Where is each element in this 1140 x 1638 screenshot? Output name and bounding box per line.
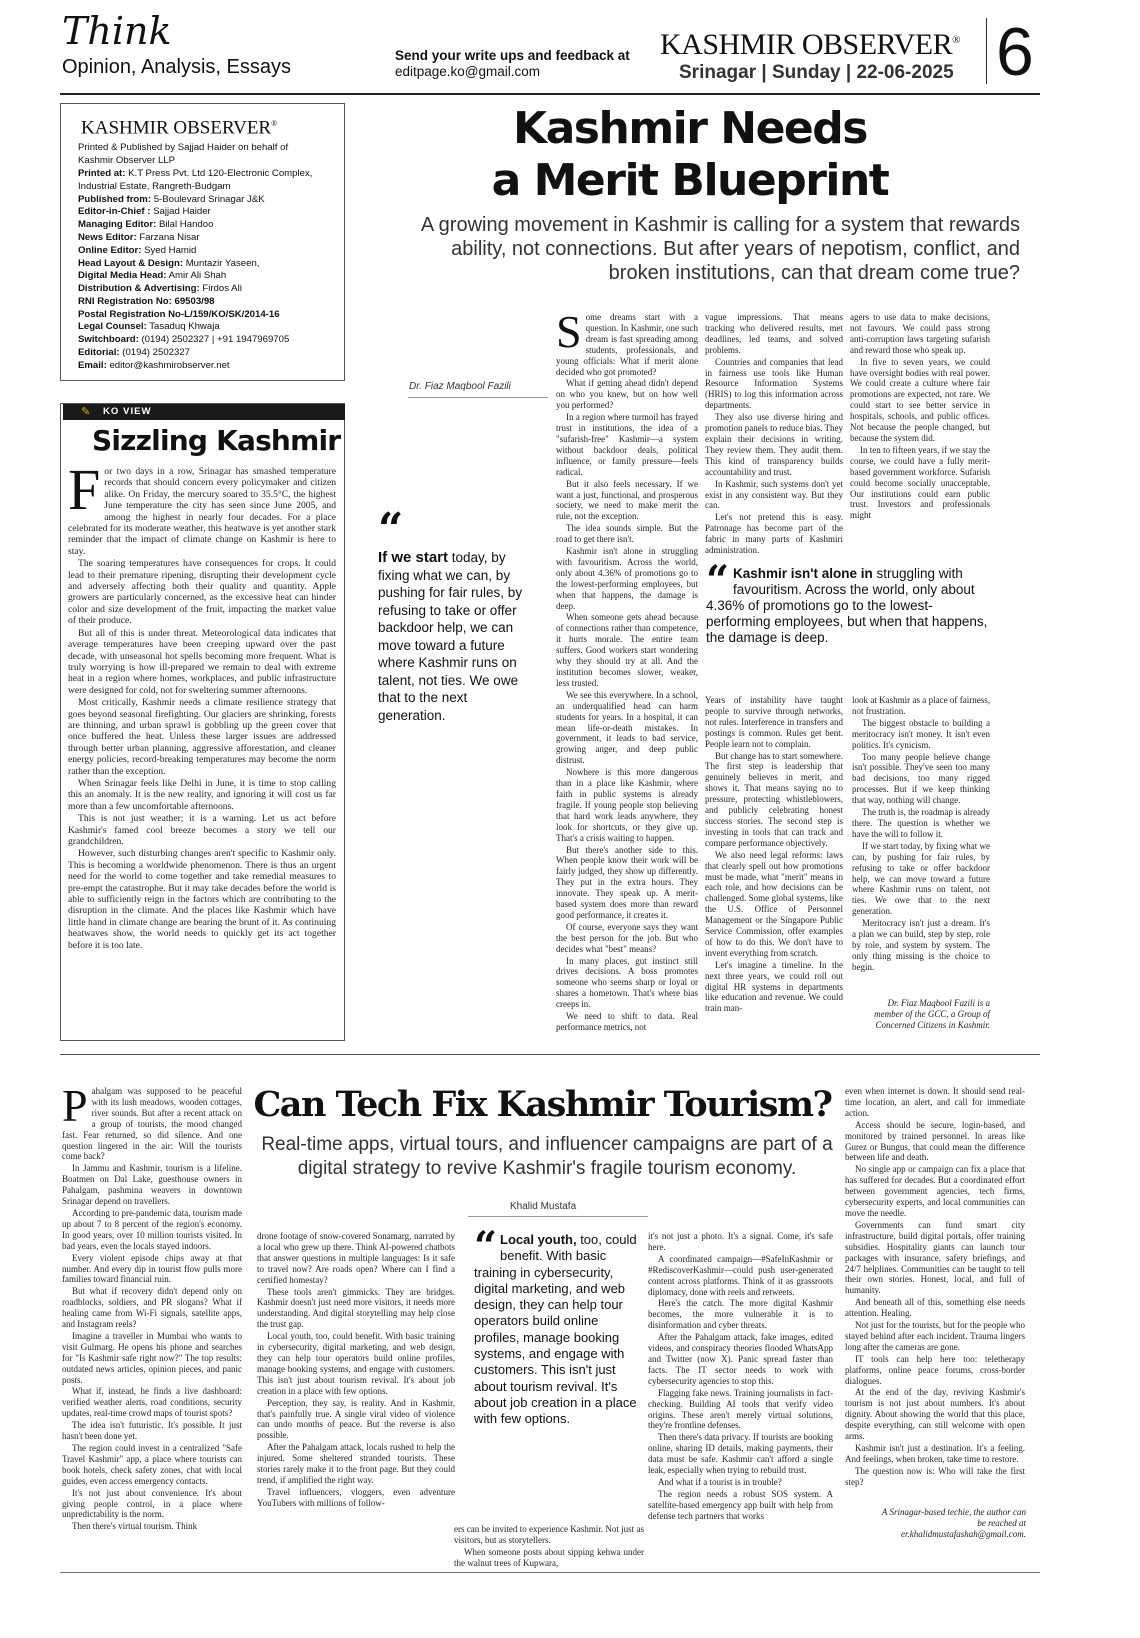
merit-paragraph: We need to shift to data. Real performance metrics, not: [556, 1011, 698, 1032]
imprint-editorial: [78, 347, 344, 360]
merit-pullquote-2-text: [706, 557, 996, 646]
tourism-paragraph: These tools aren't gimmicks. They are bridges. Kashmir doesn't just need more visitors, it needs more understanding. And digital storytelling may help close the trust gap.: [257, 1286, 455, 1330]
imprint-brand: [81, 112, 344, 140]
tourism-pullquote-rest: too, could benefit. With basic training in cybersecurity, digital marketing, and web design, they can help tour operators build online profiles, manage booking systems, and engage with customers. This isn't just about tourism revival. It's about job creation in a place with few options.: [474, 1232, 637, 1427]
imprint-box: [60, 103, 345, 381]
imprint-label: Editor-in-Chief :: [78, 206, 151, 218]
imprint-printed-at: [78, 168, 344, 181]
page-number: 6: [996, 14, 1034, 90]
merit-paragraph: Let's imagine a timeline. In the next three years, we could roll out digital HR systems in departments like education and revenue. We could train man-: [705, 959, 843, 1014]
merit-paragraph: But there's another side to this. When people know their work will be fairly judged, they show up differently. They put in the extra hours. They innovate. They speak up. A merit-based system does more than reward good performance, it creates it.: [556, 844, 698, 920]
merit-paragraph: Kashmir isn't alone in struggling with favouritism. Across the world, only about 4.36% of promotions go to the lowest-performing employees, but when that happens, the damage is deep.: [556, 546, 698, 611]
merit-paragraph: What if getting ahead didn't depend on who you knew, but on how well you performed?: [556, 378, 698, 411]
merit-paragraph: In Kashmir, such systems don't yet exist in any consistent way. But they can.: [705, 478, 843, 511]
merit-standfirst: A growing movement in Kashmir is calling for a system that rewards ability, not connections. But after years of nepotism, conflict, and broken institutions, can that dream come true?: [420, 214, 1020, 284]
tourism-paragraph: Flagging fake news. Training journalists in fact-checking. Building AI tools that verify video origins. These aren't merely virtual solutions, they're frontline defenses.: [648, 1387, 833, 1431]
imprint-label: Switchboard:: [78, 334, 139, 346]
feedback-email[interactable]: editpage.ko@gmail.com: [395, 64, 541, 79]
tourism-standfirst: Real-time apps, virtual tours, and influencer campaigns are part of a digital strategy to revive Kashmir's fragile tourism economy.: [261, 1134, 833, 1179]
imprint-me: [78, 219, 344, 232]
imprint-label: Email:: [78, 359, 107, 371]
tourism-paragraph: ahalgam was supposed to be peaceful with its lush meadows, wooden cottages, river sounds. But after a recent attack on a group of tourists, the mood changed fast. Fear returned, so did silence. And one question lingered in the air: Will the tourists come back?: [62, 1086, 242, 1162]
merit-paragraph: In ten to fifteen years, if we stay the course, we could have a fully merit-based government workforce. Sufarish could become socially unacceptable. Our institutions could earn public trust. Investors and professionals might: [850, 444, 990, 521]
merit-column-3: [850, 312, 990, 562]
masthead-brand-text: KASHMIR OBSERVER: [660, 28, 953, 61]
tourism-paragraph: Every violent episode chips away at that number. And every dip in tourist flow pulls more families toward financial ruin.: [62, 1252, 242, 1285]
merit-pullquote-1-lead: If we start: [378, 549, 449, 566]
merit-paragraph: Nowhere is this more dangerous than in a place like Kashmir, where faith in public systems is already fragile. If young people stop believing that hard work leads anywhere, they look for shortcuts, or they give up. That's a crisis waiting to happen.: [556, 767, 698, 843]
tourism-column-1: [62, 1080, 242, 1556]
merit-paragraph: But it also feels necessary. If we want a just, functional, and prosperous society, we need to make merit the rule, not the exception.: [556, 478, 698, 522]
tourism-paragraph: Kashmir isn't just a destination. It's a feeling. And feelings, when broken, take time to restore.: [845, 1443, 1025, 1464]
tourism-paragraph: Travel influencers, vloggers, even adventure YouTubers with millions of follow-: [257, 1486, 455, 1508]
tourism-paragraph: And beneath all of this, something else needs attention. Healing.: [845, 1297, 1025, 1319]
merit-paragraph: Meritocracy isn't just a dream. It's a plan we can build, step by step, role by role, and system by system. The only thing missing is the choice to begin.: [852, 918, 990, 972]
merit-paragraph: If we start today, by fixing what we can, by pushing for fair rules, by refusing to take or offer backdoor help, we can move toward a future where Kashmir runs on talent, not ties. We owe that to the next generation.: [852, 840, 990, 917]
merit-paragraph: We see this everywhere. In a school, an underqualified head can harm students for years. In a hospital, it can mean life-or-death mistakes. In government, it leads to bad service, growing anger, and deep public distrust.: [556, 689, 698, 766]
ko-view-paragraph: Most critically, Kashmir needs a climate resilience strategy that goes beyond seasonal firefighting. Our glaciers are shrinking, forests are thinning, and urban sprawl is gobbling up the green cover that once buffered the heat. Unless these larger issues are addressed through better urban planning, aggressive afforestation, and cleaner energy policies, record-breaking temperatures may become the norm rather than the exception.: [68, 697, 336, 777]
imprint-label: Legal Counsel:: [78, 321, 147, 333]
merit-paragraph: Let's not pretend this is easy. Patronage has become part of the fabric in many parts of Kashmiri administration.: [705, 512, 843, 556]
merit-paragraph: In many places, gut instinct still drives decisions. A boss promotes someone who seems sharp or loyal or shares a hometown. That's where bias creeps in.: [556, 955, 698, 1010]
section-divider: [60, 1054, 1040, 1055]
merit-column-1: [556, 306, 698, 1042]
merit-byline: Dr. Fiaz Maqbool Fazili: [409, 381, 511, 392]
tourism-paragraph: Governments can fund smart city infrastructure, build digital portals, offer training subsidies. Hospitality giants can launch tour packages with insurance, safety briefings, and 24/7 helplines. Communities can be taught to tell their own stories. Honest, local, and full of humanity.: [845, 1219, 1025, 1296]
imprint-value: 5-Boulevard Srinagar J&K: [153, 193, 265, 205]
merit-dropcap: S: [556, 306, 582, 357]
merit-pullquote-2-lead: Kashmir isn't alone in: [733, 566, 873, 581]
merit-pullquote-2: [706, 557, 996, 646]
tourism-paragraph: In Jammu and Kashmir, tourism is a lifeline. Boatmen on Dal Lake, guesthouse owners in Pahalgam, pashmina weavers in downtown Srinagar depend on travellers.: [62, 1163, 242, 1207]
tourism-paragraph: even when internet is down. It should send real-time location, an alert, and call for immediate action.: [845, 1086, 1025, 1118]
quote-icon: “: [378, 504, 404, 555]
imprint-label: Published from:: [78, 193, 152, 205]
imprint-registered-mark: ®: [271, 119, 278, 128]
tourism-paragraph: IT tools can help here too: teletherapy platforms, online peace forums, cross-border dialogues.: [845, 1353, 1025, 1386]
ko-view-tag-label: KO VIEW: [103, 406, 152, 417]
merit-paragraph: Countries and companies that lead in fairness use tools like Human Resource Information Systems (HRIS) to log this information across departments.: [705, 356, 843, 411]
merit-pullquote-1-rest: today, by fixing what we can, by pushing for fair rules, by refusing to take or offer backdoor help, we can move toward a future where Kashmir runs on talent, not ties. We owe that to the next generation.: [378, 550, 523, 723]
tourism-column-4: [845, 1086, 1025, 1496]
merit-paragraph: In five to seven years, we could have oversight bodies with real power. We could create a culture where fair promotions are expected, not rare. We could start to see better service in hospitals, schools, and public offices. Not because the people changed, but because the system did.: [850, 356, 990, 443]
tourism-paragraph: Then there's data privacy. If tourists are booking online, sharing ID details, making payments, their data must be safe. Kashmir can't afford a single leak, especially when trying to rebuild trust.: [648, 1432, 833, 1476]
tourism-paragraph: Local youth, too, could benefit. With basic training in cybersecurity, digital marketing, and web design, they can help tour operators build online profiles, manage booking systems, and engage with customers. This isn't just about tourism revival. It's about job creation in a place with few options.: [257, 1331, 455, 1396]
imprint-label: RNI Registration No:: [78, 295, 172, 307]
tourism-pullquote: [474, 1223, 644, 1428]
imprint-label: Managing Editor:: [78, 219, 157, 231]
merit-paragraph: Years of instability have taught people to survive through networks, not rules. Interference in transfers and postings is common. Rules get bent. People learn not to complain.: [705, 695, 843, 749]
merit-paragraph: They also use diverse hiring and promotion panels to reduce bias. They explain their decisions in writing. They review them. They audit them. This kind of transparency builds accountability and trust.: [705, 412, 843, 477]
merit-column-2: [705, 312, 843, 562]
imprint-label: Editorial:: [78, 347, 120, 359]
tourism-paragraph: Access should be secure, login-based, and monitored by trained personnel. In areas like Gurez or Bungus, that could mean the difference between life and death.: [845, 1119, 1025, 1163]
imprint-oe: [78, 245, 344, 258]
ko-view-paragraph: The soaring temperatures have consequences for crops. It could lead to their premature ripening, disrupting their development cycle and adversely affecting both their quality and quantity. Apple growers are particularly concerned, as the excessive heat can hinder color and size development of the fruit, impacting the market value of their produce.: [68, 558, 336, 627]
tourism-headline: Can Tech Fix Kashmir Tourism?: [253, 1084, 832, 1125]
merit-paragraph: vague impressions. That means tracking who delivered results, met deadlines, led teams, and solved problems.: [705, 312, 843, 355]
imprint-legal: [78, 321, 344, 334]
merit-paragraph: But change has to start somewhere. The first step is leadership that genuinely believes in merit, and shows it. That means saying no to pressure, protecting whistleblowers, and publicly celebrating honest success stories. The second step is investing in tools that can track and compare performance objectively.: [705, 750, 843, 848]
imprint-line-1: Printed & Published by Sajjad Haider on behalf of: [78, 142, 289, 154]
imprint-rni: [78, 296, 344, 309]
ko-view-headline: Sizzling Kashmir: [92, 424, 341, 457]
tourism-paragraph: ers can be invited to experience Kashmir. Not just as visitors, but as storytellers.: [454, 1524, 644, 1545]
imprint-value: Muntazir Yaseen,: [185, 257, 260, 269]
ko-view-paragraph: This is not just weather; it is a warning. Let us act before Kashmir's famed cool breeze becomes a story we tell our grandchildren.: [68, 813, 336, 847]
tourism-paragraph: After the Pahalgam attack, locals rushed to help the injured. Some sheltered stranded tourists. These stories rarely make it to the front page. But they could trend, if amplified the right way.: [257, 1442, 455, 1485]
tourism-paragraph: Then there's virtual tourism. Think: [72, 1521, 198, 1532]
merit-paragraph: agers to use data to make decisions, not favours. We could pass strong anti-corruption laws targeting sufarish and reward those who speak up.: [850, 312, 990, 355]
tourism-paragraph: But what if recovery didn't depend only on roadblocks, soldiers, and PR slogans? What if healing came from Wi-Fi signals, satellite apps, and Instagram reels?: [62, 1286, 242, 1330]
header-divider: [986, 18, 987, 84]
imprint-value: Sajjad Haider: [153, 206, 211, 218]
imprint-ne: [78, 232, 344, 245]
tourism-pullquote-lead: Local youth,: [500, 1232, 577, 1247]
tourism-paragraph: It's not just about convenience. It's about giving people control, in a place where unpredictability is the norm.: [62, 1487, 242, 1520]
header-rule: [60, 93, 1040, 95]
imprint-value: (0194) 2502327: [122, 347, 190, 359]
tourism-paragraph: The question now is: Who will take the first step?: [845, 1465, 1025, 1487]
pen-icon: ✎: [81, 406, 91, 418]
imprint-value: (0194) 2502327 | +91 1947969705: [141, 334, 290, 346]
imprint-value: Syed Hamid: [144, 244, 197, 256]
imprint-value: Tasaduq Khwaja: [149, 321, 220, 333]
feedback-line: Send your write ups and feedback at: [395, 48, 630, 63]
tourism-paragraph: The region needs a robust SOS system. A satellite-based emergency app built with help from defense tech partners that works: [648, 1488, 833, 1521]
tourism-paragraph: And what if a tourist is in trouble?: [658, 1476, 782, 1487]
tourism-paragraph: After the Pahalgam attack, fake images, edited videos, and conspiracy theories flooded WhatsApp and Twitter (now X). Panic spread faster than facts. The IT sector needs to work with cybersecurity agencies to stop this.: [648, 1332, 833, 1386]
imprint-da: [78, 283, 344, 296]
imprint-printed-at-2: Industrial Estate, Rangreth-Budgam: [78, 180, 231, 192]
merit-pullquote-2-rest: struggling with favouritism. Across the world, only about 4.36% of promotions go to the lowest-performing employees, but when that happens, the damage is deep.: [706, 566, 988, 645]
tourism-paragraph: What if, instead, he finds a live dashboard: verified weather alerts, road conditions, security updates, real-time crowd maps of tourist spots?: [62, 1386, 242, 1419]
imprint-eic: [78, 206, 344, 219]
merit-pullquote-1: [378, 504, 528, 724]
imprint-value: Farzana Nisar: [139, 231, 200, 243]
tourism-author-bio: A Srinagar-based techie, the author can be reached at er.khalidmustafashah@gmail.com.: [881, 1507, 1026, 1539]
imprint-line-2: Kashmir Observer LLP: [78, 155, 176, 167]
merit-paragraph: ome dreams start with a question. In Kashmir, one such dream is fast spreading among students, professionals, and young officials: What if merit alone decided who got promoted?: [556, 312, 698, 377]
ko-view-body: [68, 457, 336, 952]
quote-icon: “: [706, 557, 730, 604]
merit-paragraph: In a region where turmoil has frayed trust in institutions, the idea of a "sufarish-free" Kashmir—a system without backdoor deals, political influence, or family pressure—feels radical.: [556, 412, 698, 477]
merit-paragraph: The truth is, the roadmap is already there. The question is whether we have the will to follow it.: [852, 807, 990, 839]
tourism-paragraph: Perception, they say, is reality. And in Kashmir, that's painfully true. A single viral video of violence can undo months of peace. But the reverse is also possible.: [257, 1397, 455, 1441]
merit-headline-line-2: a Merit Blueprint: [491, 155, 889, 206]
merit-paragraph: Too many people believe change isn't possible. They've seen too many bad decisions, too many rigged processes. But if we keep thinking that way, nothing will change.: [852, 751, 990, 806]
merit-paragraph: Of course, everyone says they want the best person for the job. But who decides what "best" means?: [556, 921, 698, 954]
imprint-label: Printed at:: [78, 167, 126, 179]
tourism-paragraph: No single app or campaign can fix a place that has suffered for decades. But a coordinated effort between government agencies, tech firms, cybersecurity experts, and local communities can move the needle.: [845, 1164, 1025, 1218]
tourism-paragraph: When someone posts about sipping kehwa under the walnut trees of Kupwara,: [454, 1546, 644, 1568]
merit-paragraph: The idea sounds simple. But the road to get there isn't.: [556, 523, 698, 545]
ko-view-tag: [63, 404, 345, 420]
imprint-label: News Editor:: [78, 231, 137, 243]
imprint-label: Head Layout & Design:: [78, 257, 184, 269]
tourism-paragraph: Not just for the tourists, but for the people who stayed behind after each incident. Trauma lingers long after the cameras are gone.: [845, 1320, 1025, 1352]
tourism-pullquote-text: [474, 1223, 644, 1428]
quote-icon: “: [474, 1223, 498, 1270]
ko-view-paragraph: When Srinagar feels like Delhi in June, it is time to stop calling this an anomaly. It is the new reality, and ignoring it will cost us far more than a few uncomfortable afternoons.: [68, 777, 336, 812]
section-subtitle: Opinion, Analysis, Essays: [62, 56, 291, 78]
tourism-paragraph: drone footage of snow-covered Sonamarg, narrated by a local who grew up there. Think AI-powered chatbots that answer questions in multiple languages: Is it safe to travel now? Are roads open? Where can I find a certified homestay?: [257, 1231, 455, 1285]
merit-paragraph: look at Kashmir as a place of fairness, not frustration.: [852, 695, 990, 716]
merit-byline-rule: [408, 397, 548, 398]
imprint-dm: [78, 270, 344, 283]
imprint-value: Firdos Ali: [202, 283, 242, 295]
imprint-published: [78, 194, 344, 207]
tourism-byline-rule: [468, 1216, 648, 1217]
ko-view-paragraph: or two days in a row, Srinagar has smashed temperature records that should concern every policymaker and citizen alike. On Friday, the mercury soared to 35.5°C, the highest June temperature the city has seen since June 2005, and among the highest in nearly four decades. For a place celebrated for its moderate weather, this heatwave is yet another stark reminder that the impact of climate change on Kashmir is here to stay.: [68, 466, 336, 557]
tourism-paragraph: it's not just a photo. It's a signal. Come, it's safe here.: [648, 1231, 833, 1252]
imprint-email-link[interactable]: editor@kashmirobserver.net: [109, 359, 230, 371]
tourism-paragraph: According to pre-pandemic data, tourism made up about 7 to 8 percent of the region's economy. In good years, over 10 million tourists visited. In bad years, even the locals stayed indoors.: [62, 1207, 242, 1251]
tourism-byline: Khalid Mustafa: [510, 1201, 577, 1212]
tourism-paragraph: At the end of the day, reviving Kashmir's tourism is not just about numbers. It's about dignity. About showing the world that this place, despite everything, can still welcome with open arms.: [845, 1387, 1025, 1442]
imprint-label: Distribution & Advertising:: [78, 283, 200, 295]
imprint-value: 69503/98: [174, 295, 215, 307]
imprint-label: Digital Media Head:: [78, 270, 167, 282]
imprint-switchboard: [78, 334, 344, 347]
merit-pullquote-1-text: [378, 549, 528, 724]
tourism-paragraph: The region could invest in a centralized "Safe Travel Kashmir" app, a place where tourists can book hotels, check safety zones, chat with local guides, even access emergency contacts.: [62, 1443, 242, 1486]
ko-view-paragraph: However, such disturbing changes aren't specific to Kashmir only. This is becoming a worldwide phenomenon. There is thus an urgent need for the world to come together and take remedial measures to pre-empt the catastrophe. But it may take decades before the world is able to sufficiently reign in the factors which are contributing to the disruption in the climate. And the places like Kashmir which have little hand in climate change are bearing the brunt of it. As continuing heatwaves show, the world needs to quickly get its act together before it is too late.: [68, 848, 336, 951]
registered-mark: ®: [952, 34, 961, 46]
masthead-brand: [660, 24, 960, 61]
tourism-paragraph: The idea isn't futuristic. It's possible. It just hasn't been done yet.: [62, 1420, 242, 1442]
merit-headline: [360, 103, 1020, 207]
footer-rule: [60, 1572, 1040, 1573]
tourism-column-2b: [454, 1524, 644, 1568]
merit-headline-line-1: Kashmir Needs: [513, 103, 867, 154]
tourism-column-3: [648, 1231, 833, 1558]
imprint-value: L/159/KO/SK/2014-16: [184, 308, 280, 320]
tourism-column-2: [257, 1231, 455, 1556]
imprint-value: Amir Ali Shah: [168, 270, 227, 282]
ko-view-paragraph: But all of this is under threat. Meteorological data indicates that average temperatures have been creeping upward over the past decade, with unseasonal hot spells becoming more frequent. What is truly worrying is how ill-prepared we remain to deal with extreme heat in a region where homes, workplaces, and public infrastructure were designed for cold, not for sweltering summer afternoons.: [68, 627, 336, 696]
imprint-email: [78, 360, 344, 373]
tourism-paragraph: A coordinated campaign—#SafeInKashmir or #RediscoverKashmir—could push user-generated content across platforms. Think of it as grassroots diplomacy, done with reels and retweets.: [648, 1253, 833, 1297]
imprint-label: Online Editor:: [78, 244, 142, 256]
dateline: Srinagar | Sunday | 22-06-2025: [679, 62, 954, 83]
tourism-paragraph: Here's the catch. The more digital Kashmir becomes, the more vulnerable it is to disinformation and cyber threats.: [648, 1298, 833, 1331]
merit-paragraph: When someone gets ahead because of connections rather than competence, it hurts morale. The entire team suffers. Good workers start wondering why they should try at all. And the institution becomes slower, weaker, less trusted.: [556, 612, 698, 688]
merit-column-4: [705, 695, 843, 1043]
imprint-postal: [78, 309, 344, 322]
tourism-dropcap: P: [62, 1080, 88, 1131]
ko-view-dropcap: F: [68, 457, 101, 522]
imprint-value: K.T Press Pvt. Ltd 120-Electronic Complex,: [128, 167, 313, 179]
tourism-paragraph: Imagine a traveller in Mumbai who wants to visit Gulmarg. He opens his phone and searches for "Is Kashmir safe right now?" The top results: outdated news articles, opinion pieces, and panic posts.: [62, 1330, 242, 1385]
imprint-hl: [78, 258, 344, 271]
imprint-value: Bilal Handoo: [159, 219, 214, 231]
imprint-label: Postal Registration No-: [78, 308, 185, 320]
merit-paragraph: The biggest obstacle to building a meritocracy isn't money. It isn't even politics. It's cynicism.: [852, 717, 990, 750]
imprint-details: [78, 142, 344, 372]
merit-paragraph: We also need legal reforms: laws that clearly spell out how promotions must be made, what "merit" means in each role, and how decisions can be challenged. Some global systems, like the U.S. Office of Personnel Management or the Singapore Public Service Commission, offer examples of how to do this. We don't have to invent everything from scratch.: [705, 849, 843, 958]
merit-author-bio: Dr. Fiaz Maqbool Fazili is a member of the GCC, a Group of Concerned Citizens in Kashmir.: [874, 998, 990, 1030]
imprint-brand-text: KASHMIR OBSERVER: [81, 117, 272, 139]
merit-column-5: [852, 695, 990, 985]
section-title: Think: [62, 9, 172, 53]
